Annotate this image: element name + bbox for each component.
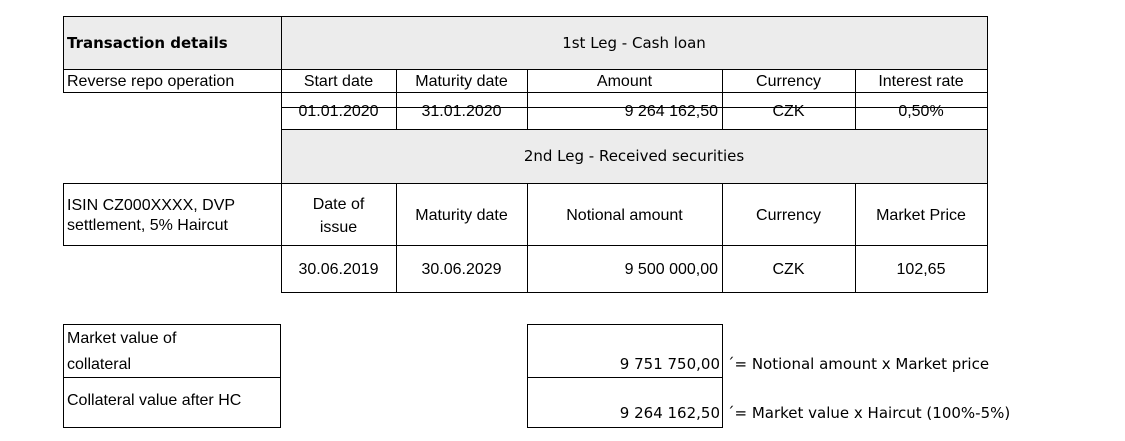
transaction-details-header: Transaction details xyxy=(67,34,228,52)
table-line xyxy=(63,183,64,245)
market-value-amount: 9 751 750,00 xyxy=(619,355,720,373)
leg2-currency-value: CZK xyxy=(772,261,805,278)
operation-label: Reverse repo operation xyxy=(67,73,235,90)
after-hc-formula: ´= Market value x Haircut (100%-5%) xyxy=(727,404,1011,422)
leg1-col-currency: Currency xyxy=(756,73,821,90)
market-value-label-line2: collateral xyxy=(67,356,132,373)
leg1-title: 1st Leg - Cash loan xyxy=(562,34,706,52)
leg2-col-notional-amount: Notional amount xyxy=(566,207,683,224)
market-value-formula: ´= Notional amount x Market price xyxy=(727,355,990,373)
leg1-col-amount: Amount xyxy=(596,73,653,90)
table-line xyxy=(63,16,64,93)
leg1-maturity-date-value: 31.01.2020 xyxy=(421,103,502,120)
leg1-col-start-date: Start date xyxy=(303,73,374,90)
leg2-col-market-price: Market Price xyxy=(876,207,966,224)
table-line xyxy=(63,245,988,246)
leg1-col-interest-rate: Interest rate xyxy=(878,73,964,90)
collateral-description-line1: ISIN CZ000XXXX, DVP xyxy=(67,197,236,214)
leg2-col-date-of-issue-line2: issue xyxy=(319,219,358,236)
leg2-title: 2nd Leg - Received securities xyxy=(523,147,745,165)
table-line xyxy=(63,16,988,17)
leg2-notional-amount-value: 9 500 000,00 xyxy=(624,261,718,278)
collateral-label-divider xyxy=(63,377,281,378)
leg2-col-date-of-issue-line1: Date of xyxy=(312,196,365,213)
table-line xyxy=(63,92,988,93)
leg1-col-maturity-date: Maturity date xyxy=(415,73,508,90)
leg2-col-maturity-date: Maturity date xyxy=(415,207,508,224)
leg2-col-currency: Currency xyxy=(756,207,821,224)
table-line xyxy=(281,129,988,130)
collateral-value-divider xyxy=(527,377,723,378)
table-line xyxy=(987,16,988,293)
table-line xyxy=(63,69,988,70)
table-line xyxy=(63,183,988,184)
leg1-currency-value: CZK xyxy=(772,103,805,120)
leg2-date-of-issue-value: 30.06.2019 xyxy=(298,261,379,278)
table-line xyxy=(281,292,988,293)
leg2-maturity-date-value: 30.06.2029 xyxy=(421,261,502,278)
collateral-after-hc-label: Collateral value after HC xyxy=(67,392,242,409)
collateral-after-hc-amount: 9 264 162,50 xyxy=(619,404,720,422)
leg2-market-price-value: 102,65 xyxy=(896,261,946,278)
leg1-amount-value: 9 264 162,50 xyxy=(624,103,718,120)
leg1-start-date-value: 01.01.2020 xyxy=(298,103,379,120)
leg1-interest-rate-value: 0,50% xyxy=(898,103,944,120)
collateral-description-line2: settlement, 5% Haircut xyxy=(67,217,228,234)
market-value-label-line1: Market value of xyxy=(67,330,177,347)
